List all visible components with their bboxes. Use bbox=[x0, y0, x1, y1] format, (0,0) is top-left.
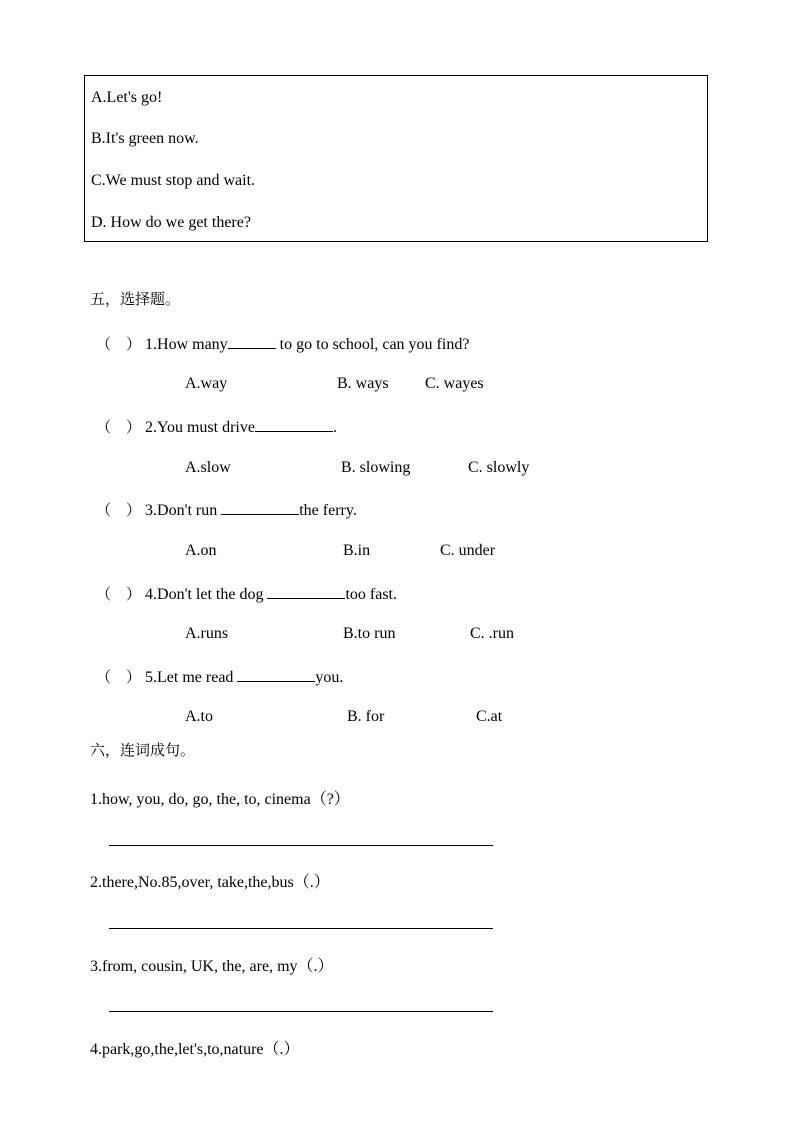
question-2 bbox=[96, 416, 337, 437]
q1-option-a: A.way bbox=[185, 375, 228, 392]
q2-option-a: A.slow bbox=[185, 459, 231, 476]
options-box bbox=[84, 75, 708, 242]
reorder-item-4: 4.park,go,the,let's,to,nature（.） bbox=[90, 1041, 300, 1058]
q3-option-a: A.on bbox=[185, 542, 217, 559]
reorder-item-1: 1.how, you, do, go, the, to, cinema（?） bbox=[90, 791, 350, 808]
reorder-item-3: 3.from, cousin, UK, the, are, my（.） bbox=[90, 958, 334, 975]
q5-option-a: A.to bbox=[185, 708, 213, 725]
answer-paren[interactable]: （ ） bbox=[96, 501, 142, 519]
q5-option-c: C.at bbox=[476, 708, 503, 725]
box-option-b: B.It's green now. bbox=[91, 130, 199, 147]
question-3 bbox=[96, 499, 357, 520]
question-text-before: 4.Don't let the dog bbox=[145, 586, 268, 603]
q2-option-c: C. slowly bbox=[468, 459, 530, 476]
box-option-a: A.Let's go! bbox=[91, 89, 163, 106]
answer-paren[interactable]: （ ） bbox=[96, 585, 142, 603]
answer-line-2[interactable] bbox=[109, 928, 493, 929]
q3-option-c: C. under bbox=[440, 542, 496, 559]
question-text-before: 1.How many bbox=[145, 336, 228, 353]
answer-paren[interactable]: （ ） bbox=[96, 418, 142, 436]
answer-paren[interactable]: （ ） bbox=[96, 335, 142, 353]
question-1 bbox=[96, 333, 469, 354]
fill-blank[interactable] bbox=[237, 667, 315, 682]
q4-option-a: A.runs bbox=[185, 625, 229, 642]
box-option-c: C.We must stop and wait. bbox=[91, 172, 256, 189]
question-5 bbox=[96, 666, 343, 687]
q4-option-c: C. .run bbox=[470, 625, 514, 642]
q4-option-b: B.to run bbox=[343, 625, 396, 642]
question-4 bbox=[96, 583, 397, 604]
question-text-after: the ferry. bbox=[299, 502, 357, 519]
q2-option-b: B. slowing bbox=[341, 459, 411, 476]
q3-option-b: B.in bbox=[343, 542, 371, 559]
question-text-after: . bbox=[332, 419, 337, 436]
question-text-after: you. bbox=[315, 669, 344, 686]
fill-blank[interactable] bbox=[228, 334, 276, 349]
fill-blank[interactable] bbox=[267, 584, 345, 599]
q5-option-b: B. for bbox=[347, 708, 385, 725]
reorder-item-2: 2.there,No.85,over, take,the,bus（.） bbox=[90, 874, 330, 891]
box-option-d: D. How do we get there? bbox=[91, 214, 251, 231]
fill-blank[interactable] bbox=[255, 417, 333, 432]
question-text-before: 5.Let me read bbox=[145, 669, 238, 686]
question-text-before: 2.You must drive bbox=[145, 419, 255, 436]
section5-title: 五，选择题。 bbox=[90, 290, 181, 308]
section6-title: 六，连词成句。 bbox=[90, 741, 196, 759]
answer-line-1[interactable] bbox=[109, 845, 493, 846]
q1-option-b: B. ways bbox=[337, 375, 389, 392]
question-text-before: 3.Don't run bbox=[145, 502, 222, 519]
question-text-after: to go to school, can you find? bbox=[275, 336, 470, 353]
answer-line-3[interactable] bbox=[109, 1011, 493, 1012]
question-text-after: too fast. bbox=[345, 586, 397, 603]
q1-option-c: C. wayes bbox=[425, 375, 484, 392]
answer-paren[interactable]: （ ） bbox=[96, 668, 142, 686]
fill-blank[interactable] bbox=[221, 500, 299, 515]
